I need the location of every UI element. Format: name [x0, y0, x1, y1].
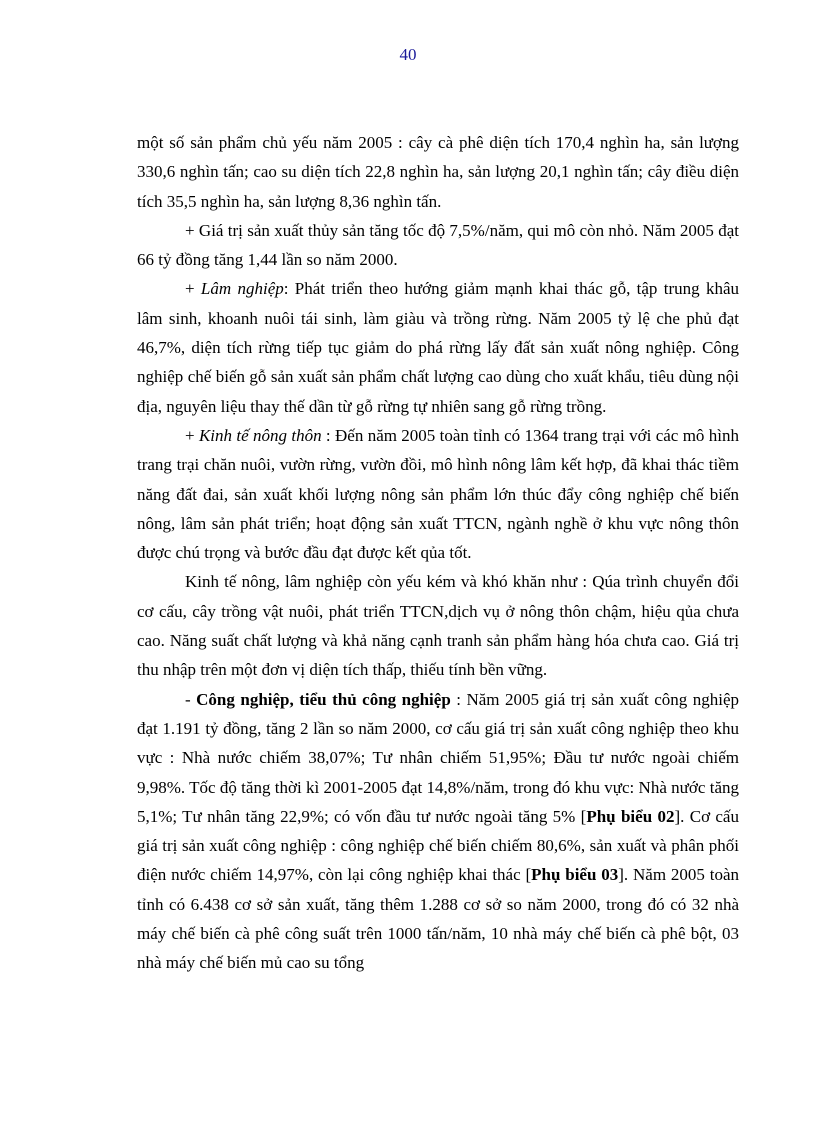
page-number: 40 — [399, 45, 417, 64]
paragraph-text: : Năm 2005 giá trị sản xuất công nghiệp đạt 1.191 tỷ đồng, tăng 2 lần so năm 2000, cơ cấu giá trị sản xuất công nghiệp theo khu vực : Nhà nước chiếm 38,07%; Tư nhân chiếm 51,95%; Đầu tư nước ngoài chiếm 9,98%. Tốc độ tăng thời kì 2001-2005 đạt 14,8%/năm, trong đó khu vực: Nhà nước tăng 5,1%; Tư nhân tăng 22,9%; có vốn đầu tư nước ngoài tăng 5% [ — [137, 689, 740, 826]
paragraph-fishery: + Giá trị sản xuất thủy sản tăng tốc độ 7,5%/năm, qui mô còn nhỏ. Năm 2005 đạt 66 tỷ đồng tăng 1,44 lần so năm 2000. — [137, 220, 739, 270]
paragraph-forestry — [137, 274, 739, 420]
paragraph-crops: một số sản phẩm chủ yếu năm 2005 : cây cà phê diện tích 170,4 nghìn ha, sản lượng 330,6 nghìn tấn; cao su diện tích 22,8 nghìn ha, sản lượng 20,1 nghìn tấn; cây điều diện tích 35,5 nghìn ha, sản lượng 8,36 nghìn tấn. — [137, 133, 739, 211]
body-text — [137, 128, 739, 978]
paragraph-industry — [137, 685, 739, 978]
paragraph-prefix: + — [185, 425, 199, 445]
paragraph-text: ]. Cơ cấu giá trị sản xuất công nghiệp : công nghiệp chế biến chiếm 80,6%, sản xuất và phân phối điện nước chiếm 14,97%, còn lại công nghiệp khai thác [ — [137, 806, 739, 885]
appendix-ref-02: Phụ biểu 02 — [586, 806, 675, 826]
paragraph-prefix: - — [185, 689, 197, 709]
paragraph-prefix: + — [185, 279, 201, 299]
paragraph-weaknesses: Kinh tế nông, lâm nghiệp còn yếu kém và khó khăn như : Qúa trình chuyển đổi cơ cấu, cây trồng vật nuôi, phát triển TTCN,dịch vụ ở nông thôn chậm, hiệu qủa chưa cao. Năng suất chất lượng và khả năng cạnh tranh sản phẩm hàng hóa chưa cao. Giá trị thu nhập trên một đơn vị diện tích thấp, thiếu tính bền vững. — [137, 572, 739, 680]
paragraph-text: : Phát triển theo hướng giảm mạnh khai thác gỗ, tập trung khâu lâm sinh, khoanh nuôi tái sinh, làm giàu và trồng rừng. Năm 2005 tỷ lệ che phủ đạt 46,7%, diện tích rừng tiếp tục giảm do phá rừng lấy đất sản xuất nông nghiệp. Công nghiệp chế biến gỗ sản xuất sản phẩm chất lượng cao dùng cho xuất khẩu, tiêu dùng nội địa, nguyên liệu thay thế dần từ gỗ rừng tự nhiên sang gỗ rừng trồng. — [137, 279, 739, 416]
paragraph-rural-economy — [137, 421, 739, 567]
paragraph-text: ]. Năm 2005 toàn tỉnh có 6.438 cơ sở sản xuất, tăng thêm 1.288 cơ sở so năm 2000, trong đó có 32 nhà máy chế biến cà phê công suất trên 1000 tấn/năm, 10 nhà máy chế biến cà phê bột, 03 nhà máy chế biến mủ cao su tổng — [137, 865, 739, 973]
appendix-ref-03: Phụ biểu 03 — [531, 865, 619, 885]
paragraph-text: : Đến năm 2005 toàn tỉnh có 1364 trang trại với các mô hình trang trại chăn nuôi, vườn rừng, vườn đồi, mô hình nông lâm kết hợp, đã khai thác tiềm năng đất đai, sản xuất khối lượng nông sản phẩm lớn thúc đẩy công nghiệp chế biến nông, lâm sản phát triển; hoạt động sản xuất TTCN, ngành nghề ở khu vực nông thôn được chú trọng và bước đầu đạt được kết qủa tốt. — [137, 425, 740, 563]
term-rural-economy: Kinh tế nông thôn — [198, 425, 322, 445]
term-forestry: Lâm nghiệp — [200, 279, 284, 299]
heading-industry: Công nghiệp, tiểu thủ công nghiệp — [196, 689, 451, 709]
